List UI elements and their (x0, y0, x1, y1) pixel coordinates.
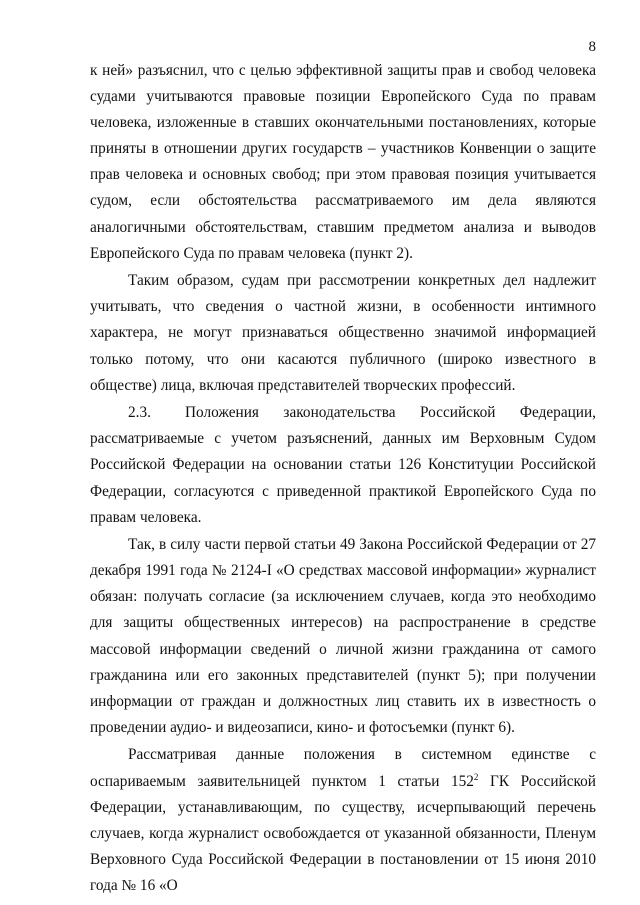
plenum-text-after: ГК Российской Федерации, устанавливающим, по существу, исчерпывающий перечень случаев, когда журналист освобождается от указанной обязанности, Пленум Верховного Суда Российской Федерации в постановлении от 15 июня 2010 года № 16 «О (90, 772, 596, 894)
paragraph-continuation: к ней» разъяснил, что с целью эффективной защиты прав и свобод человека судами учитываются правовые позиции Европейского Суда по правам человека, изложенные в ставших окончательными постановлениях, которые приняты в отношении других государств – участников Конвенции о защите прав человека и основных свобод; при этом правовая позиция учитывается судом, если обстоятельства рассматриваемого им дела являются аналогичными обстоятельствам, ставшим предметом анализа и выводов Европейского Суда по правам человека (пункт 2). (90, 62, 596, 262)
paragraph-conclusion: Таким образом, судам при рассмотрении конкретных дел надлежит учитывать, что сведения о частной жизни, в особенности интимного характера, не могут признаваться общественно значимой информацией только потому, что они касаются публичного (широко известного в обществе) лица, включая представителей творческих профессий. (90, 272, 596, 394)
paragraph-point-2-3 (90, 400, 596, 530)
document-body (90, 58, 596, 899)
point-text: Положения законодательства Российской Федерации, рассматриваемые с учетом разъяснений, данных им Верховным Судом Российской Федерации на основании статьи 126 Конституции Российской Федерации, согласуются с приведенной практикой Европейского Суда по правам человека. (90, 404, 596, 526)
paragraph-mass-media-law: Так, в силу части первой статьи 49 Закона Российской Федерации от 27 декабря 1991 года № 2124-I «О средствах массовой информации» журналист обязан: получать согласие (за исключением случаев, когда это необходимо для защиты общественных интересов) на распространение в средстве массовой информации сведений о личной жизни гражданина от самого гражданина или его законных представителей (пункт 5); при получении информации от граждан и должностных лиц ставить их в известность о проведении аудио- и видеозаписи, кино- и фотосъемки (пункт 6). (90, 536, 596, 736)
paragraph-plenum (90, 742, 596, 899)
page-number: 8 (588, 39, 596, 55)
point-number: 2.3. (128, 404, 151, 422)
plenum-text-before: Рассматривая данные положения в системном единстве с оспариваемым заявительницей пунктом 1 статьи 152 (90, 746, 596, 790)
article-superscript: 2 (473, 771, 479, 782)
